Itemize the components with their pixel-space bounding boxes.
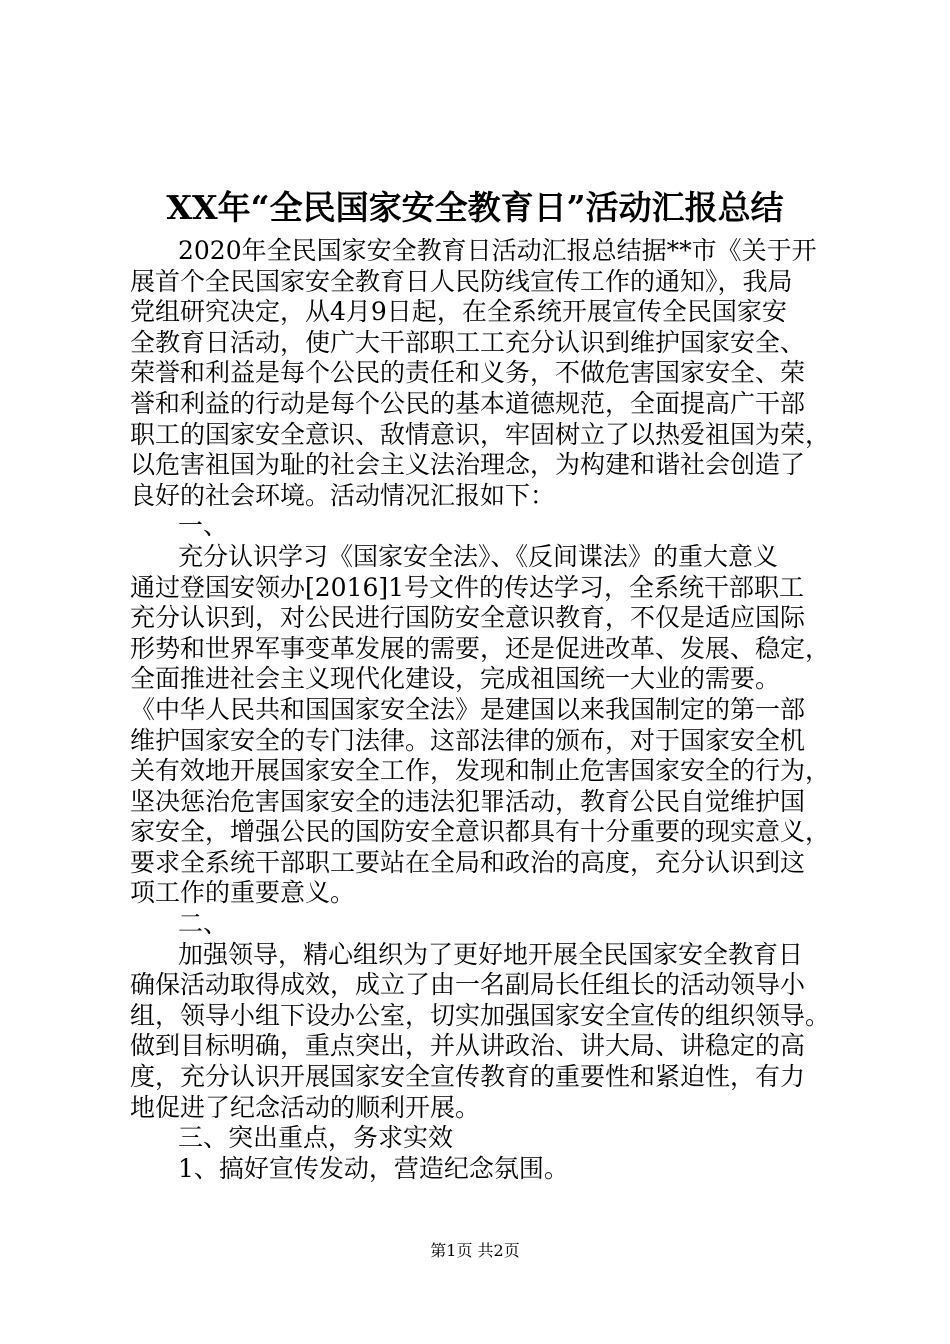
text-line: 全教育日活动，使广大干部职工工充分认识到维护国家安全、 — [130, 327, 806, 357]
text-line: 加强领导，精心组织为了更好地开展全民国家安全教育日 — [178, 939, 804, 969]
text-line: 充分认识学习《国家安全法》、《反间谍法》的重大意义 — [178, 541, 779, 571]
text-line: 关有效地开展国家安全工作，发现和制止危害国家安全的行为， — [130, 756, 831, 786]
text-line: 要求全系统干部职工要站在全局和政治的高度，充分认识到这 — [130, 847, 806, 877]
text-line: 通过登国安领办[2016]1号文件的传达学习，全系统干部职工 — [130, 572, 805, 602]
text-line: 职工的国家安全意识、敌情意识，牢固树立了以热爱祖国为荣， — [130, 419, 831, 449]
text-line: 确保活动取得成效，成立了由一名副局长任组长的活动领导小 — [130, 970, 806, 1000]
text-line: 全面推进社会主义现代化建设，完成祖国统一大业的需要。 — [130, 664, 781, 694]
text-line: 良好的社会环境。活动情况汇报如下： — [130, 480, 556, 510]
text-line: 二、 — [178, 909, 229, 939]
text-line: 维护国家安全的专门法律。这部法律的颁布，对于国家安全机 — [130, 725, 806, 755]
text-line: 形势和世界军事变革发展的需要，还是促进改革、发展、稳定， — [130, 633, 831, 663]
document-body — [130, 236, 850, 1184]
text-line: 党组研究决定，从4月9日起，在全系统开展宣传全民国家安 — [130, 297, 787, 327]
text-line: 家安全，增强公民的国防安全意识都具有十分重要的现实意义， — [130, 817, 831, 847]
text-line: 组，领导小组下设办公室，切实加强国家安全宣传的组织领导。 — [130, 1000, 831, 1030]
text-line: 充分认识到，对公民进行国防安全意识教育，不仅是适应国际 — [130, 603, 806, 633]
text-line: 一、 — [178, 511, 229, 541]
text-line: 荣誉和利益是每个公民的责任和义务，不做危害国家安全、荣 — [130, 358, 806, 388]
text-line: 做到目标明确，重点突出，并从讲政治、讲大局、讲稳定的高 — [130, 1031, 806, 1061]
text-line: 以危害祖国为耻的社会主义法治理念，为构建和谐社会创造了 — [130, 450, 806, 480]
page-footer: 第1页 共2页 — [430, 1241, 520, 1260]
text-line: 2020年全民国家安全教育日活动汇报总结据**市《关于开 — [178, 236, 817, 265]
document-title: XX年“全民国家安全教育日”活动汇报总结 — [166, 188, 784, 227]
text-line: 地促进了纪念活动的顺利开展。 — [130, 1092, 481, 1122]
text-line: 展首个全民国家安全教育日人民防线宣传工作的通知》，我局 — [130, 266, 793, 296]
text-line: 度，充分认识开展国家安全宣传教育的重要性和紧迫性，有力 — [130, 1062, 806, 1092]
text-line: 《中华人民共和国国家安全法》是建国以来我国制定的第一部 — [130, 694, 806, 724]
text-line: 项工作的重要意义。 — [130, 878, 356, 908]
text-line: 1、搞好宣传发动，营造纪念氛围。 — [178, 1153, 569, 1183]
text-line: 誉和利益的行动是每个公民的基本道德规范，全面提高广干部 — [130, 388, 806, 418]
text-line: 三、突出重点，务求实效 — [178, 1123, 454, 1153]
text-line: 坚决惩治危害国家安全的违法犯罪活动，教育公民自觉维护国 — [130, 786, 806, 816]
